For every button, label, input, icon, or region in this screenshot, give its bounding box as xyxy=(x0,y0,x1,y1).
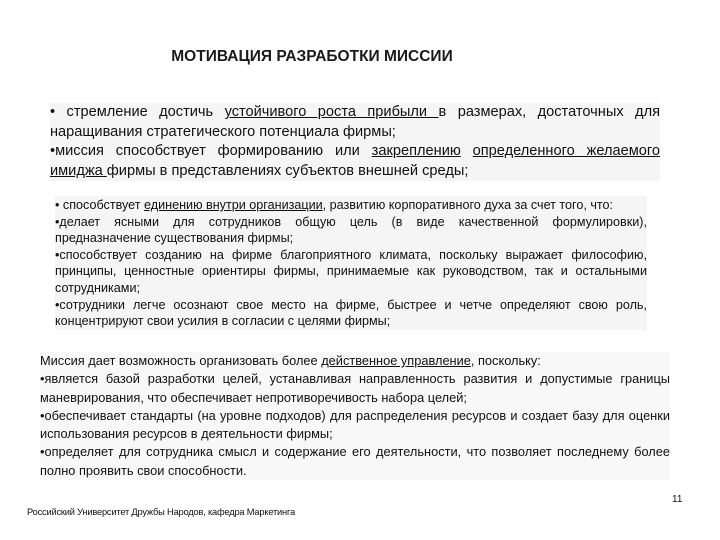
underlined-text: действенное управление xyxy=(321,353,471,368)
text: • стремление достичь xyxy=(50,104,225,120)
slide-title: МОТИВАЦИЯ РАЗРАБОТКИ МИССИИ xyxy=(171,48,453,65)
bullet-employee-role: •сотрудники легче осознают свое место на фирме, быстрее и четче определяют свою роль, концентрируют свои усилия в согласии с целями фирмы; xyxy=(55,297,647,329)
text: фирмы в представлениях субъектов внешней среды; xyxy=(106,162,469,179)
motivation-block-management xyxy=(40,352,670,480)
underlined-text: определенного желаемого имиджа xyxy=(50,143,660,179)
underlined-text: закреплению xyxy=(371,143,461,159)
text: в размерах, достаточных для наращивания стратегического потенциала фирмы; xyxy=(50,104,660,140)
text: , развитию корпоративного духа за счет того, что: xyxy=(322,198,614,212)
bullet-unity xyxy=(55,197,647,214)
text: Миссия дает возможность организовать более xyxy=(40,353,322,368)
bullet-goals-base: •является базой разработки целей, устанавливая направленность развития и допустимые границы маневрирования, что обеспечивает непротиворечивость набора целей; xyxy=(40,371,670,405)
motivation-block-external xyxy=(50,103,660,181)
bullet-meaning: •определяет для сотрудника смысл и содержание его деятельности, что позволяет последнему более полно проявить свои способности. xyxy=(40,444,670,478)
underlined-text: единению внутри организации xyxy=(144,198,323,212)
bullet-profit-growth xyxy=(50,103,660,142)
text: •миссия способствует формированию или xyxy=(50,143,372,159)
bullet-common-goal: •делает ясными для сотрудников общую цель (в виде качественной формулировки), предназначение существования фирмы; xyxy=(55,214,647,246)
bullet-standards: •обеспечивает стандарты (на уровне подходов) для распределения ресурсов и создает базу для оценки использования ресурсов в деятельности фирмы; xyxy=(40,407,670,442)
text xyxy=(461,143,473,159)
underlined-text: устойчивого роста прибыли xyxy=(224,104,439,120)
management-intro xyxy=(40,352,670,370)
bullet-image xyxy=(50,142,660,181)
text: • способствует xyxy=(55,198,145,212)
page-number: 11 xyxy=(672,494,683,505)
footer-text: Российский Университет Дружбы Народов, кафедра Маркетинга xyxy=(27,507,295,517)
motivation-block-internal xyxy=(55,196,647,330)
bullet-climate: •способствует созданию на фирме благоприятного климата, поскольку выражает философию, принципы, ценностные ориентиры фирмы, принимаемые как руководством, так и остальными сотрудниками; xyxy=(55,247,647,295)
text: , поскольку: xyxy=(470,353,541,368)
